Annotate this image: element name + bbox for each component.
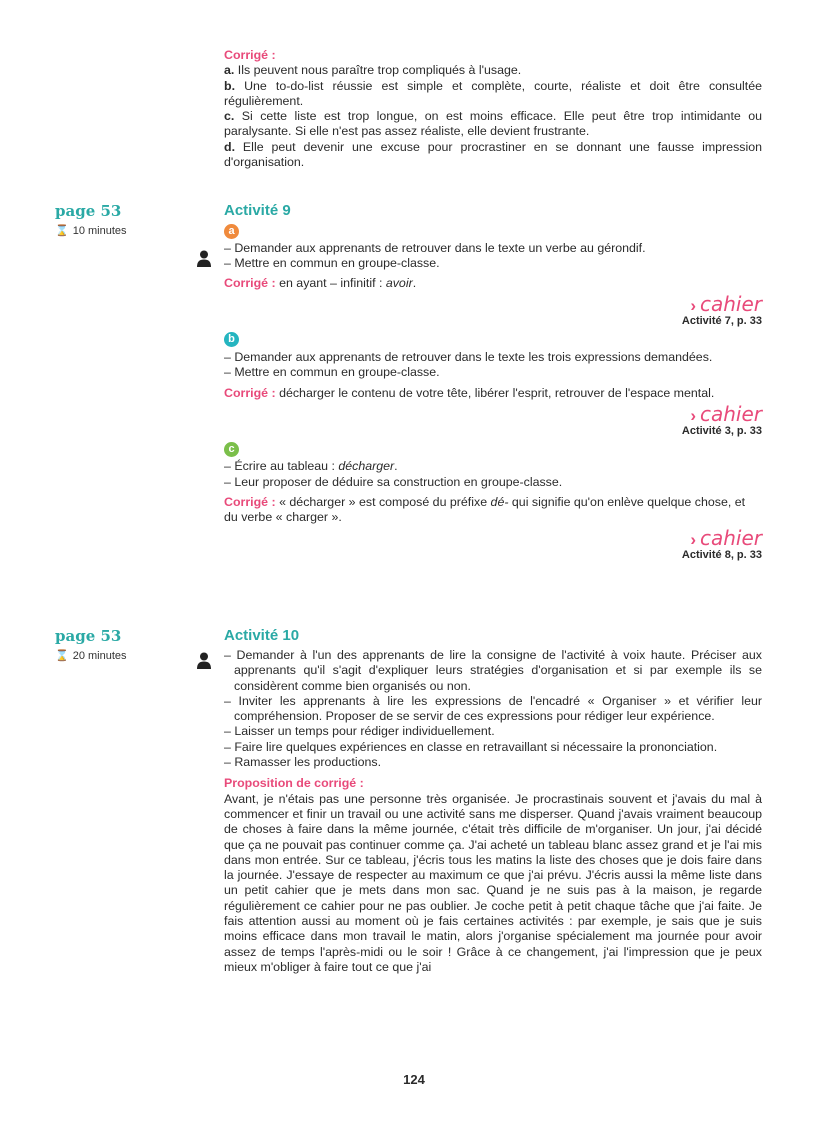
steps-c <box>224 459 762 490</box>
cahier-ref: Activité 8, p. 33 <box>681 548 762 561</box>
arrow-right-icon: › <box>690 406 696 426</box>
duration: ⌛ 20 minutes <box>55 650 127 662</box>
step: – Mettre en commun en groupe-classe. <box>224 256 440 271</box>
arrow-right-icon: › <box>690 295 696 315</box>
activity-title: Activité 9 <box>224 202 291 219</box>
cahier-label: cahier <box>699 525 762 550</box>
corrige-item-b: b. Une to-do-list réussie est simple et complète, courte, réaliste et doit être consultée régulièrement. <box>224 78 762 108</box>
step: – Mettre en commun en groupe-classe. <box>224 365 440 380</box>
hourglass-icon: ⌛ <box>55 650 69 662</box>
step: – Laisser un temps pour rédiger individuellement. <box>224 724 495 739</box>
cahier-label: cahier <box>699 402 762 427</box>
proposition-text: Avant, je n'étais pas une personne très organisée. Je procrastinais souvent et j'avais du mal à commencer et finir un travail ou une activité sans me disperser. Quand j'avais vraiment beaucoup de choses à faire dans la même journée, c'était très difficile de m'organiser. Un jour, j'ai décidé que ça ne pouvait pas continuer comme ça. J'ai acheté un tableau blanc assez grand et je l'ai mis dans mon entrée. Sur ce tableau, j'écris tous les matins la liste des choses que je dois faire dans la journée. J'essaye de respecter au maximum ce que j'ai prévu. J'écris aussi la même liste dans un petit cahier que je mets dans mon sac. Quand je ne suis pas à la maison, je regarde régulièrement ce cahier pour ne pas oublier. Je coche petit à petit chaque tâche que j'ai faite. Je fais attention aussi au moment où je fais certaines activités : par exemple, je sais que je suis moins efficace dans mon travail le matin, alors j'organise spécialement ma journée pour avoir assez de temps l'après-midi ou le soir ! Grâce à ce changement, j'ai l'impression que je peux mieux m'obliger à faire tout ce que j'ai <box>224 791 762 974</box>
corrige-b: Corrigé : décharger le contenu de votre tête, libérer l'esprit, retrouver de l'espace mental. <box>224 385 715 400</box>
cahier-link-c[interactable] <box>224 525 762 562</box>
step: – Écrire au tableau : décharger. <box>224 459 398 474</box>
cahier-label: cahier <box>699 291 762 316</box>
step: – Ramasser les productions. <box>224 755 382 770</box>
duration: ⌛ 10 minutes <box>55 225 127 237</box>
sidebar-activite9 <box>55 202 127 238</box>
step: – Faire lire quelques expériences en classe en retravaillant si nécessaire la prononciation. <box>224 739 718 754</box>
cahier-ref: Activité 3, p. 33 <box>681 425 762 438</box>
page-number: 124 <box>403 1072 425 1087</box>
badge-a: a <box>224 224 239 239</box>
activity-title: Activité 10 <box>224 627 300 644</box>
corrige-label: Corrigé : <box>224 48 276 62</box>
steps-a <box>224 241 762 272</box>
activite9-section <box>224 202 762 562</box>
page-reference: page 53 <box>55 202 122 220</box>
proposition-label: Proposition de corrigé : <box>224 776 364 791</box>
steps-b <box>224 350 762 381</box>
step: – Demander à l'un des apprenants de lire la consigne de l'activité à voix haute. Préciser aux apprenants qu'il s'agit d'expliquer leurs stratégies d'organisation et si par exemple ils se considèrent comme bien organisés ou non. <box>224 648 762 693</box>
cahier-link-a[interactable] <box>224 291 762 328</box>
corrige-item-a: a. Ils peuvent nous paraître trop compliqués à l'usage. <box>224 63 522 78</box>
corrige-a: Corrigé : en ayant – infinitif : avoir. <box>224 275 417 290</box>
activite10-section <box>224 627 762 975</box>
corrige-c: Corrigé : « décharger » est composé du préfixe dé- qui signifie qu'on enlève quelque chose, et du verbe « charger ». <box>224 494 746 525</box>
step: – Leur proposer de déduire sa construction en groupe-classe. <box>224 474 563 489</box>
page-reference: page 53 <box>55 627 122 645</box>
person-icon <box>196 652 212 669</box>
corrige-item-d: d. Elle peut devenir une excuse pour procrastiner en se donnant une fausse impression d'organisation. <box>224 139 762 170</box>
arrow-right-icon: › <box>690 529 696 549</box>
badge-b: b <box>224 332 239 347</box>
cahier-link-b[interactable] <box>224 404 762 438</box>
steps-activite10 <box>224 648 762 770</box>
step: – Inviter les apprenants à lire les expressions de l'encadré « Organiser » et vérifier leur compréhension. Proposer de se servir de ces expressions pour rédiger leur expérience. <box>224 693 762 724</box>
top-corrige-block <box>224 48 762 170</box>
person-icon <box>196 250 212 267</box>
step: – Demander aux apprenants de retrouver dans le texte les trois expressions demandées. <box>224 350 713 365</box>
badge-c: c <box>224 442 239 457</box>
sidebar-activite10 <box>55 627 127 663</box>
hourglass-icon: ⌛ <box>55 225 69 237</box>
step: – Demander aux apprenants de retrouver dans le texte un verbe au gérondif. <box>224 241 646 255</box>
cahier-ref: Activité 7, p. 33 <box>681 315 762 328</box>
corrige-item-c: c. Si cette liste est trop longue, on est moins efficace. Elle peut être trop intimidante ou paralysante. Si elle n'est pas assez réaliste, elle devient frustrante. <box>224 109 762 139</box>
